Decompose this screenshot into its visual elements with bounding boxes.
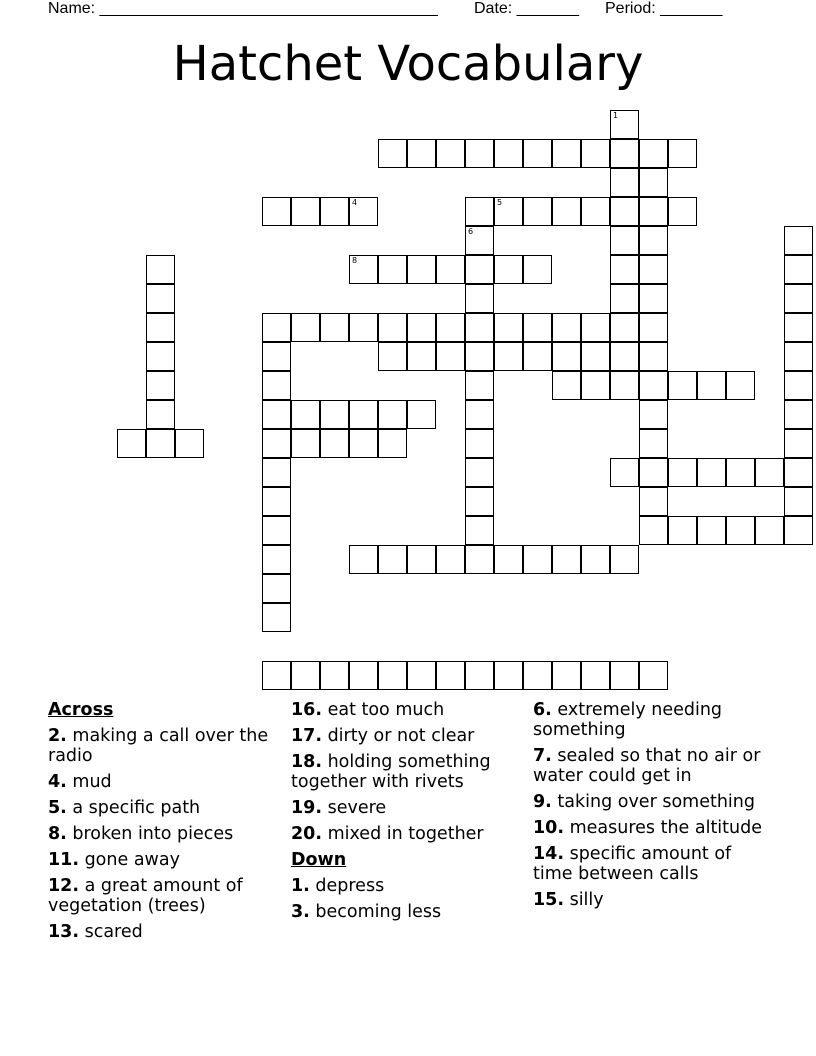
grid-cell[interactable] (146, 429, 175, 458)
grid-cell[interactable] (523, 661, 552, 690)
grid-cell[interactable] (407, 400, 436, 429)
grid-cell[interactable] (494, 545, 523, 574)
grid-cell[interactable] (291, 197, 320, 226)
clue-text: severe (322, 798, 387, 818)
grid-cell[interactable] (436, 139, 465, 168)
grid-cell[interactable] (117, 429, 146, 458)
clue-number: 18. (291, 752, 323, 772)
grid-cell[interactable] (610, 255, 639, 284)
grid-cell[interactable] (262, 197, 291, 226)
grid-cell[interactable] (320, 197, 349, 226)
clue-item (533, 700, 773, 740)
grid-cell[interactable] (639, 197, 668, 226)
clue-text: scared (79, 922, 143, 942)
grid-cell[interactable] (146, 255, 175, 284)
clue-number-label: 4 (352, 198, 358, 207)
grid-cell[interactable] (494, 313, 523, 342)
grid-cell[interactable] (726, 516, 755, 545)
clue-text: holding something together with rivets (291, 752, 491, 792)
grid-cell[interactable] (552, 342, 581, 371)
grid-cell[interactable] (262, 371, 291, 400)
clue-text: making a call over the radio (48, 726, 269, 766)
grid-cell[interactable] (523, 342, 552, 371)
down-heading: Down (291, 850, 347, 870)
clue-number-label: 5 (497, 198, 503, 207)
grid-cell[interactable] (146, 371, 175, 400)
grid-cell[interactable] (378, 313, 407, 342)
grid-cell[interactable] (784, 487, 813, 516)
clue-item (291, 824, 521, 844)
clue-text: specific amount of time between calls (533, 844, 732, 884)
grid-cell[interactable] (494, 661, 523, 690)
grid-cell[interactable] (784, 342, 813, 371)
grid-cell[interactable] (291, 429, 320, 458)
grid-cell[interactable] (175, 429, 204, 458)
clue-number: 17. (291, 726, 323, 746)
grid-cell[interactable] (784, 226, 813, 255)
grid-cell[interactable] (349, 661, 378, 690)
across-heading: Across (48, 700, 114, 720)
grid-cell[interactable] (639, 516, 668, 545)
grid-cell[interactable] (784, 400, 813, 429)
grid-cell[interactable] (349, 313, 378, 342)
clue-number: 12. (48, 876, 80, 896)
grid-cell[interactable] (697, 371, 726, 400)
clue-text: becoming less (309, 902, 442, 922)
grid-cell[interactable] (465, 342, 494, 371)
grid-cell[interactable] (610, 284, 639, 313)
clue-text: mixed in together (322, 824, 484, 844)
clue-number: 2. (48, 726, 67, 746)
grid-cell[interactable] (610, 545, 639, 574)
clue-item (291, 726, 521, 746)
grid-cell[interactable] (552, 139, 581, 168)
grid-cell[interactable] (639, 429, 668, 458)
grid-cell[interactable] (523, 313, 552, 342)
clue-number: 15. (533, 890, 565, 910)
grid-cell[interactable] (494, 342, 523, 371)
grid-cell[interactable] (291, 400, 320, 429)
grid-cell[interactable] (581, 342, 610, 371)
grid-cell[interactable] (552, 313, 581, 342)
grid-cell[interactable] (610, 226, 639, 255)
grid-cell[interactable] (465, 400, 494, 429)
grid-cell[interactable] (494, 139, 523, 168)
grid-cell[interactable] (378, 661, 407, 690)
grid-cell[interactable] (784, 429, 813, 458)
grid-cell[interactable] (697, 516, 726, 545)
page-title: Hatchet Vocabulary (172, 36, 644, 92)
grid-cell[interactable] (610, 661, 639, 690)
grid-cell[interactable] (639, 139, 668, 168)
grid-cell[interactable] (407, 139, 436, 168)
grid-cell[interactable] (349, 429, 378, 458)
clue-item (533, 890, 773, 910)
grid-cell[interactable] (639, 371, 668, 400)
grid-cell[interactable] (639, 342, 668, 371)
grid-cell[interactable] (784, 458, 813, 487)
clue-text: gone away (79, 850, 180, 870)
clue-number: 6. (533, 700, 552, 720)
clue-item (48, 824, 278, 844)
grid-cell[interactable] (639, 400, 668, 429)
clue-column-1 (48, 700, 278, 948)
grid-cell[interactable] (639, 487, 668, 516)
clue-text: depress (309, 876, 385, 896)
grid-cell[interactable] (697, 458, 726, 487)
grid-cell[interactable] (262, 400, 291, 429)
clue-number: 4. (48, 772, 67, 792)
grid-cell[interactable] (668, 516, 697, 545)
grid-cell[interactable] (378, 400, 407, 429)
grid-cell[interactable] (320, 400, 349, 429)
grid-cell[interactable] (146, 284, 175, 313)
grid-cell[interactable] (436, 342, 465, 371)
grid-cell[interactable] (262, 458, 291, 487)
name-field-label[interactable]: Name: ______________________________________ (48, 0, 438, 17)
grid-cell[interactable] (378, 139, 407, 168)
grid-cell[interactable] (581, 197, 610, 226)
grid-cell[interactable] (523, 255, 552, 284)
grid-cell[interactable] (465, 313, 494, 342)
grid-cell[interactable] (436, 661, 465, 690)
grid-cell[interactable] (755, 458, 784, 487)
grid-cell[interactable] (668, 139, 697, 168)
grid-cell[interactable] (407, 255, 436, 284)
grid-cell[interactable] (726, 458, 755, 487)
grid-cell[interactable] (291, 313, 320, 342)
clue-number-label: 6 (468, 227, 474, 236)
grid-cell[interactable] (581, 313, 610, 342)
clue-number: 19. (291, 798, 323, 818)
grid-cell[interactable] (465, 197, 494, 226)
grid-cell[interactable] (639, 226, 668, 255)
grid-cell[interactable] (465, 139, 494, 168)
grid-cell[interactable] (610, 342, 639, 371)
grid-cell[interactable] (639, 313, 668, 342)
grid-cell[interactable] (262, 342, 291, 371)
clue-number: 3. (291, 902, 310, 922)
grid-cell[interactable] (581, 661, 610, 690)
grid-cell[interactable] (552, 197, 581, 226)
grid-cell[interactable] (378, 545, 407, 574)
grid-cell[interactable] (407, 545, 436, 574)
clue-column-3 (533, 700, 773, 916)
grid-cell[interactable] (262, 429, 291, 458)
grid-cell[interactable] (262, 661, 291, 690)
grid-cell[interactable] (639, 168, 668, 197)
period-field-label[interactable]: Period: _______ (605, 0, 723, 17)
clue-item (291, 902, 521, 922)
grid-cell[interactable] (436, 255, 465, 284)
grid-cell[interactable] (668, 197, 697, 226)
grid-cell[interactable] (639, 661, 668, 690)
grid-cell[interactable] (407, 313, 436, 342)
clue-item (48, 922, 278, 942)
grid-cell[interactable] (610, 371, 639, 400)
grid-cell[interactable] (523, 545, 552, 574)
clue-text: a specific path (66, 798, 201, 818)
grid-cell[interactable] (262, 574, 291, 603)
grid-cell[interactable] (146, 313, 175, 342)
grid-cell[interactable] (262, 487, 291, 516)
clue-item (48, 798, 278, 818)
clue-item (48, 850, 278, 870)
grid-cell[interactable] (262, 313, 291, 342)
grid-cell[interactable] (784, 371, 813, 400)
grid-cell[interactable] (581, 371, 610, 400)
clue-text: sealed so that no air or water could get in (533, 746, 761, 786)
clue-text: measures the altitude (564, 818, 763, 838)
grid-cell[interactable] (610, 313, 639, 342)
grid-cell[interactable] (465, 371, 494, 400)
grid-cell[interactable] (465, 429, 494, 458)
clue-number: 16. (291, 700, 323, 720)
grid-cell[interactable] (465, 284, 494, 313)
clue-item (48, 876, 278, 916)
grid-cell[interactable] (465, 661, 494, 690)
grid-cell[interactable] (784, 313, 813, 342)
grid-cell[interactable] (494, 197, 523, 226)
grid-cell[interactable] (552, 545, 581, 574)
grid-cell[interactable] (610, 197, 639, 226)
clue-item (533, 792, 773, 812)
grid-cell[interactable] (146, 400, 175, 429)
clue-item (48, 726, 278, 766)
clue-item (291, 752, 521, 792)
grid-cell[interactable] (726, 371, 755, 400)
grid-cell[interactable] (465, 545, 494, 574)
grid-cell[interactable] (349, 255, 378, 284)
grid-cell[interactable] (581, 545, 610, 574)
clue-number: 7. (533, 746, 552, 766)
clue-text: extremely needing something (533, 700, 723, 740)
grid-cell[interactable] (262, 545, 291, 574)
grid-cell[interactable] (465, 458, 494, 487)
grid-cell[interactable] (668, 371, 697, 400)
clue-item (533, 844, 773, 884)
clue-text: broken into pieces (66, 824, 234, 844)
clue-text: taking over something (551, 792, 755, 812)
grid-cell[interactable] (465, 226, 494, 255)
grid-cell[interactable] (639, 458, 668, 487)
clue-number: 14. (533, 844, 565, 864)
grid-cell[interactable] (610, 168, 639, 197)
grid-cell[interactable] (465, 487, 494, 516)
clue-number: 8. (48, 824, 67, 844)
grid-cell[interactable] (320, 429, 349, 458)
grid-cell[interactable] (465, 255, 494, 284)
grid-cell[interactable] (320, 313, 349, 342)
grid-cell[interactable] (784, 516, 813, 545)
grid-cell[interactable] (436, 545, 465, 574)
grid-cell[interactable] (610, 458, 639, 487)
grid-cell[interactable] (320, 661, 349, 690)
clue-column-2 (291, 700, 521, 928)
clue-number: 20. (291, 824, 323, 844)
clue-number: 10. (533, 818, 565, 838)
grid-cell[interactable] (349, 197, 378, 226)
grid-cell[interactable] (291, 661, 320, 690)
grid-cell[interactable] (494, 255, 523, 284)
grid-cell[interactable] (552, 661, 581, 690)
grid-cell[interactable] (465, 516, 494, 545)
clue-number: 5. (48, 798, 67, 818)
grid-cell[interactable] (262, 603, 291, 632)
grid-cell[interactable] (436, 313, 465, 342)
grid-cell[interactable] (610, 110, 639, 139)
clue-item (291, 798, 521, 818)
clue-text: a great amount of vegetation (trees) (48, 876, 243, 916)
grid-cell[interactable] (784, 255, 813, 284)
grid-cell[interactable] (523, 197, 552, 226)
grid-cell[interactable] (639, 284, 668, 313)
clue-text: mud (66, 772, 112, 792)
date-field-label[interactable]: Date: _______ (474, 0, 579, 17)
clue-number: 13. (48, 922, 80, 942)
clue-item (533, 746, 773, 786)
grid-cell[interactable] (378, 255, 407, 284)
grid-cell[interactable] (349, 545, 378, 574)
clue-number: 11. (48, 850, 80, 870)
grid-cell[interactable] (349, 400, 378, 429)
clue-number-label: 1 (613, 111, 619, 120)
grid-cell[interactable] (581, 139, 610, 168)
grid-cell[interactable] (378, 429, 407, 458)
clue-text: silly (564, 890, 604, 910)
clue-text: dirty or not clear (322, 726, 475, 746)
clue-item (533, 818, 773, 838)
clue-number: 1. (291, 876, 310, 896)
grid-cell[interactable] (552, 371, 581, 400)
grid-cell[interactable] (146, 342, 175, 371)
grid-cell[interactable] (639, 255, 668, 284)
clue-item (291, 700, 521, 720)
grid-cell[interactable] (610, 139, 639, 168)
clue-number-label: 8 (352, 256, 358, 265)
grid-cell[interactable] (668, 458, 697, 487)
grid-cell[interactable] (407, 661, 436, 690)
grid-cell[interactable] (378, 342, 407, 371)
grid-cell[interactable] (784, 284, 813, 313)
grid-cell[interactable] (523, 139, 552, 168)
clue-item (48, 772, 278, 792)
clue-text: eat too much (322, 700, 445, 720)
grid-cell[interactable] (407, 342, 436, 371)
grid-cell[interactable] (262, 516, 291, 545)
clue-item (291, 876, 521, 896)
clue-number: 9. (533, 792, 552, 812)
grid-cell[interactable] (755, 516, 784, 545)
